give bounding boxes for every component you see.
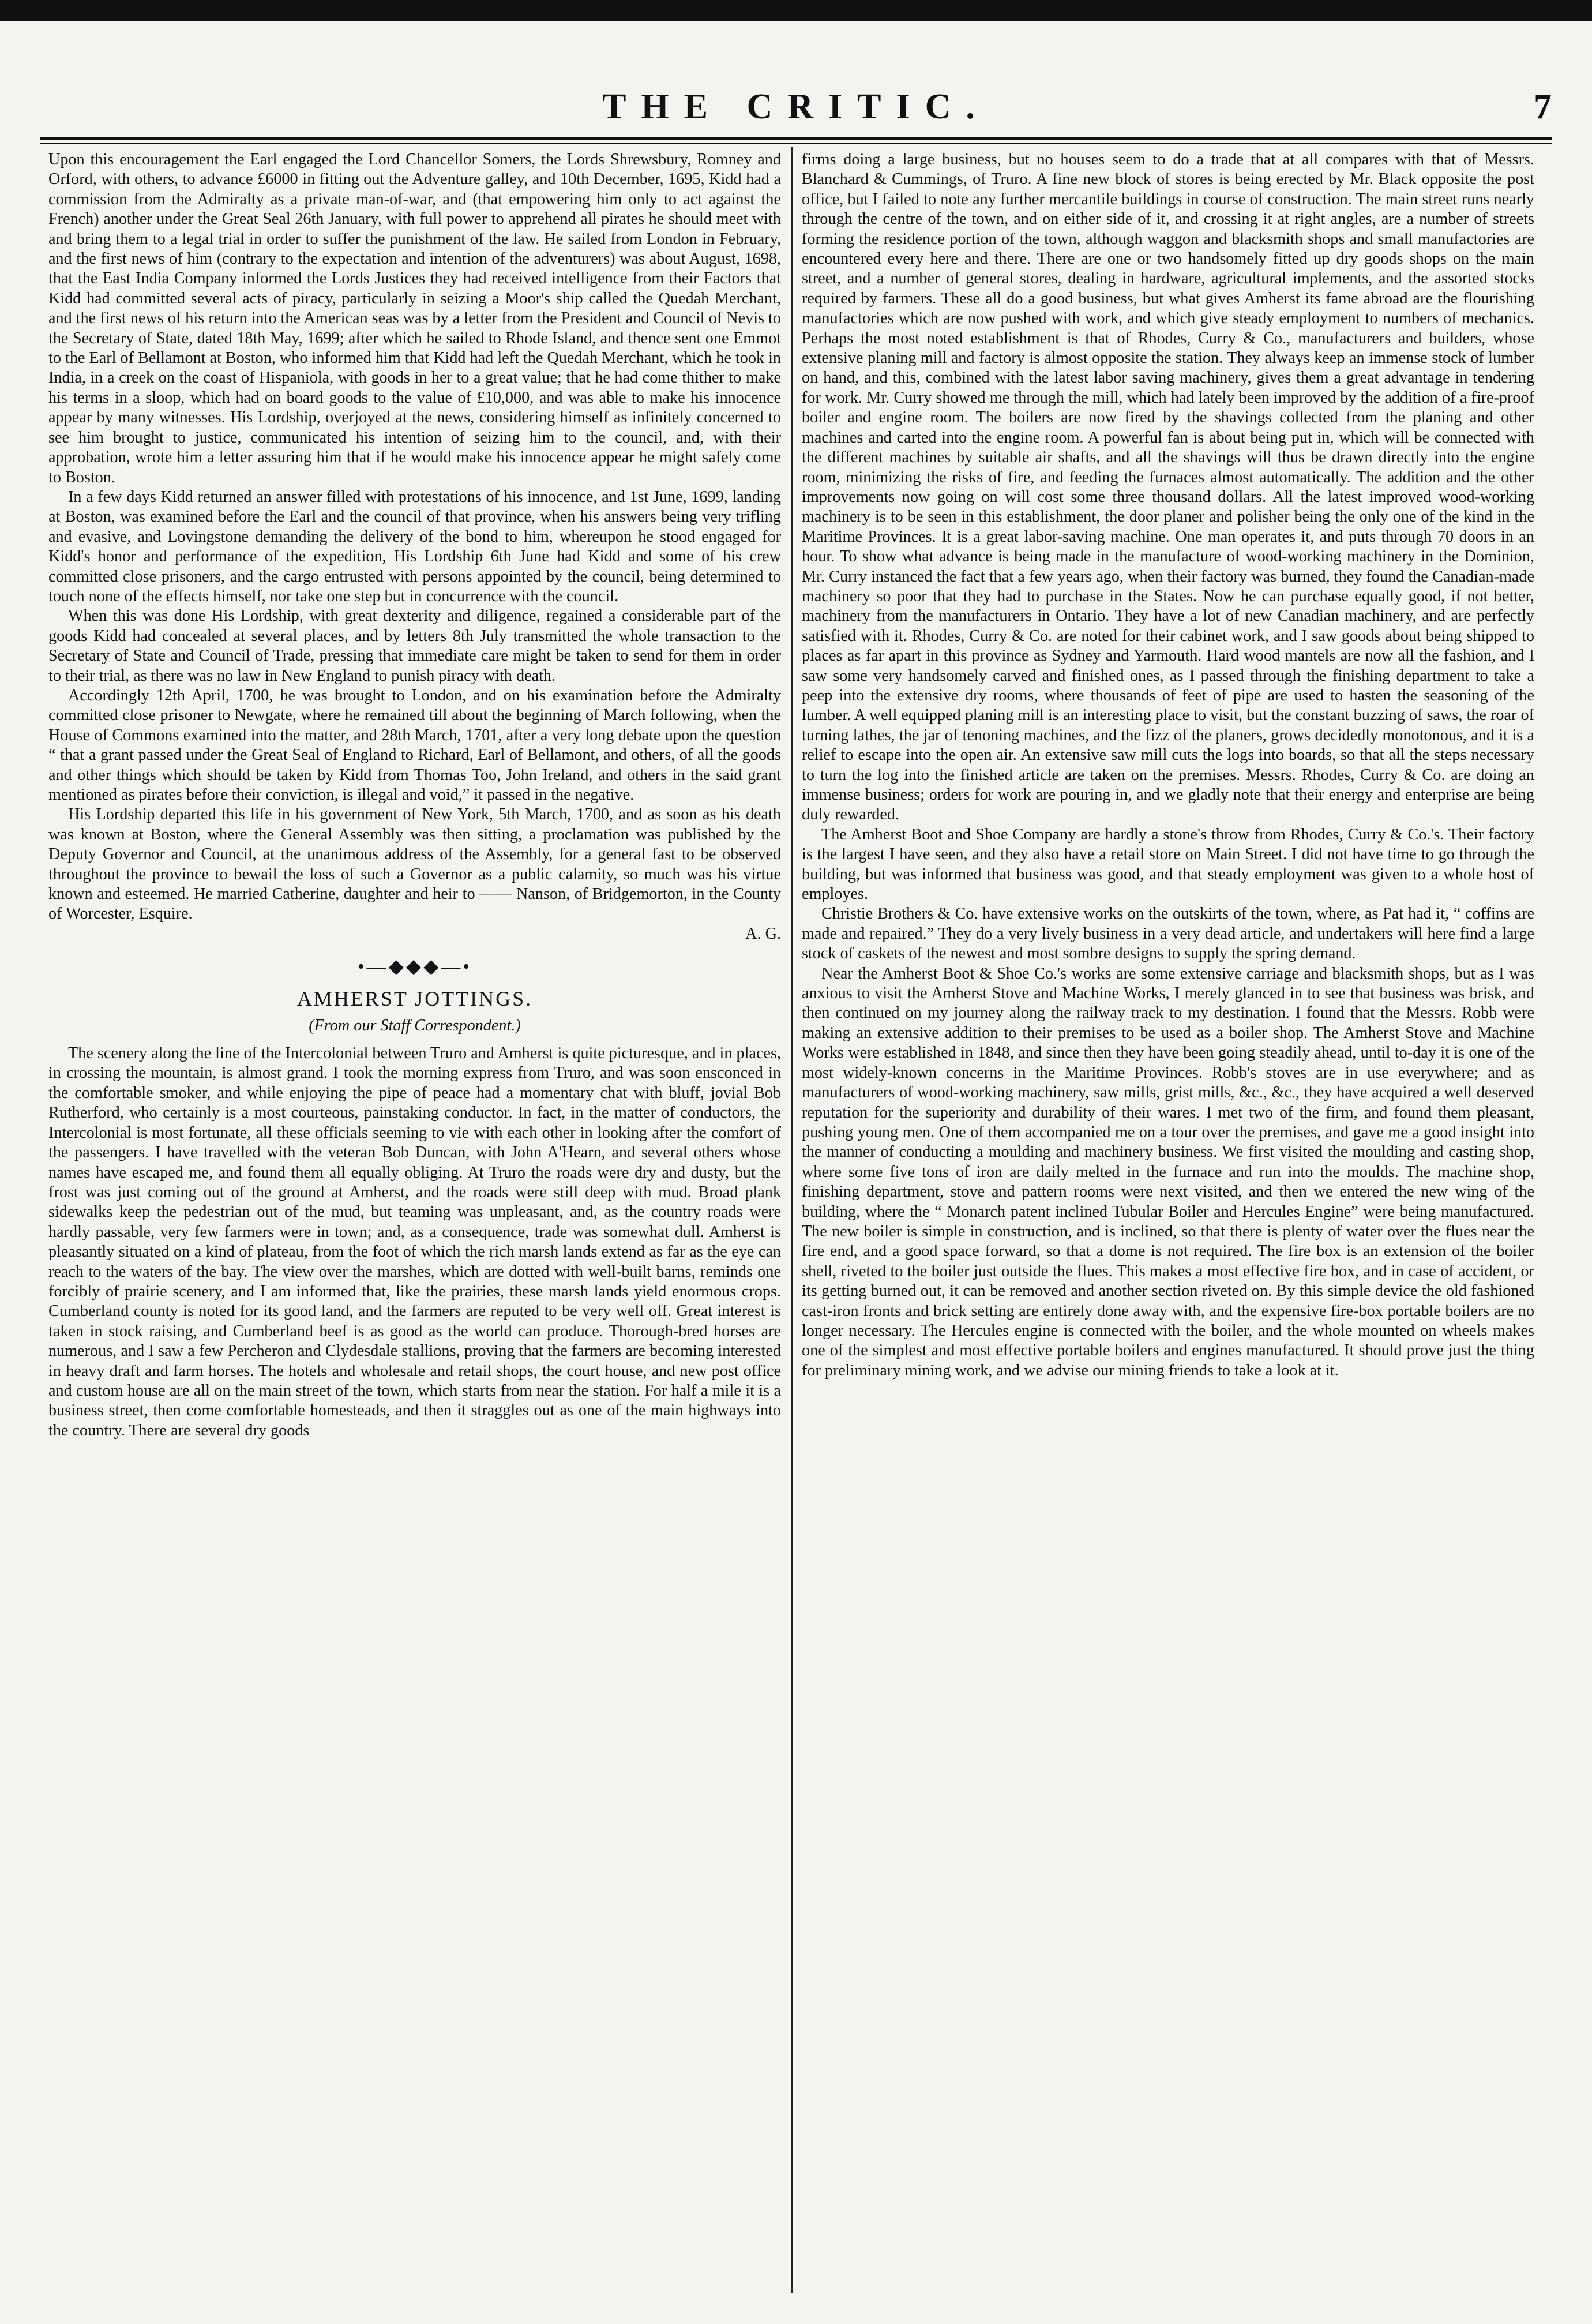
article-paragraph: His Lordship departed this life in his government of New York, 5th March, 1700, and as soon as his death was known at Boston, where the General Assembly was then sitting, a proclamation was published by the Deputy Governor and Council, at the unanimous address of the Assembly, for a general fast to be observed throughout the province to bewail the loss of such a Governor as a public calamity, so much was his virtue known and esteemed. He married Catherine, daughter and heir to —— Nanson, of Bridgemorton, in the County of Worcester, Esquire. [48,805,781,923]
publication-title: THE CRITIC. [602,87,990,126]
article-paragraph: In a few days Kidd returned an answer filled with protestations of his innocence, and 1st June, 1699, landing at Boston, was examined before the Earl and the council of that province, when his answers being very trifling and evasive, and Lovingstone demanding the delivery of the bond to him, whereupon he stood engaged for Kidd's honor and performance of the expedition, His Lordship 6th June had Kidd and some of his crew committed close prisoners, and the cargo entrusted with persons appointed by the council, being determined to touch none of the effects himself, nor take one step but in concurrence with the council. [48,488,781,605]
right-column [802,150,1534,1381]
column-divider [791,147,793,2293]
article-signature: A. G. [745,924,781,943]
article-paragraph: Accordingly 12th April, 1700, he was brought to London, and on his examination before the Admiralty committed close prisoner to Newgate, where he remained till about the beginning of March following, when the House of Commons examined into the matter, and 28th March, 1701, after a very long debate upon the question “ that a grant passed under the Great Seal of England to Richard, Earl of Bellamont, and others, of all the goods and other things which should be taken by Kidd from Thomas Too, John Ireland, and others in the said grant mentioned as pirates before their conviction, is illegal and void,” it passed in the negative. [48,686,781,804]
article-paragraph: The Amherst Boot and Shoe Company are hardly a stone's throw from Rhodes, Curry & Co.'s. Their factory is the largest I have seen, and they also have a retail store on Main Street. I did not have time to go through the building, but was informed that business was good, and that steady employment was given to a whole host of employes. [802,825,1534,904]
article-paragraph: firms doing a large business, but no houses seem to do a trade that at all compares with that of Messrs. Blanchard & Cummings, of Truro. A fine new block of stores is being erected by Mr. Black opposite the post office, but I failed to note any further mercantile buildings in course of construction. The main street runs nearly through the centre of the town, and on either side of it, and crossing it at right angles, are a number of streets forming the residence portion of the town, although waggon and blacksmith shops and small manufactories are encountered every here and there. There are one or two handsomely fitted up dry goods shops on the main street, and a number of general stores, dealing in hardware, agricultural implements, and the assorted stocks required by farmers. These all do a good business, but what gives Amherst its fame abroad are the flourishing manufactories which are now pushed with work, and which give steady employment to numbers of mechanics. Perhaps the most noted establishment is that of Rhodes, Curry & Co., manufacturers and builders, whose extensive planing mill and factory is almost opposite the station. They always keep an immense stock of lumber on hand, and this, combined with the latest labor saving machinery, gives them a great advantage in tendering for work. Mr. Curry showed me through the mill, which had lately been improved by the addition of a fire-proof boiler and engine room. The boilers are now fired by the shavings collected from the planing and other machines and carted into the engine room. A powerful fan is about being put in, which will be connected with the different machines by suitable air shafts, and all the shavings will thus be drawn directly into the engine room, minimizing the risks of fire, and feeding the furnaces almost automatically. The addition and the other improvements now going on will cost some three thousand dollars. All the latest improved wood-working machinery is to be seen in this establishment, the door planer and polisher being the only one of the kind in the Maritime Provinces. It is a great labor-saving machine. One man operates it, and puts through 70 doors in an hour. To show what advance is being made in the manufacture of wood-working machinery in the Dominion, Mr. Curry instanced the fact that a few years ago, when their factory was burned, they found the Canadian-made machinery so poor that they had to purchase in the States. Now he can purchase equally good, if not better, machinery from the manufacturers in Ontario. They have a lot of new Canadian machinery, and are perfectly satisfied with it. Rhodes, Curry & Co. are noted for their cabinet work, and I saw goods about being shipped to places as far apart in this province as Sydney and Yarmouth. Hard wood mantels are now all the fashion, and I saw some very handsomely carved and finished ones, as I passed through the finishing department to take a peep into the extensive dry rooms, where thousands of feet of pipe are used to hasten the seasoning of the lumber. A well equipped planing mill is an interesting place to visit, but the constant buzzing of saws, the roar of turning lathes, the jar of tenoning machines, and the fizz of the planers, grows decidedly monotonous, and it is a relief to escape into the open air. An extensive saw mill cuts the logs into boards, so that all the steps necessary to turn the log into the finished article are taken on the premises. Messrs. Rhodes, Curry & Co. are doing an immense business; orders for work are pouring in, and we gladly note that their energy and enterprise are being duly rewarded. [802,151,1534,824]
page-number: 7 [1534,87,1552,126]
section-ornament: •—◆◆◆—• [357,956,472,978]
article-paragraph: Upon this encouragement the Earl engaged the Lord Chancellor Somers, the Lords Shrewsbury, Romney and Orford, with others, to advance £6000 in fitting out the Adventure galley, and 10th December, 1695, Kidd had a commission from the Admiralty as a private man-of-war, and (that empowering him only to act against the French) another under the Great Seal 26th January, with full power to apprehend all pirates he should meet with and bring them to a legal trial in order to suffer the punishment of the law. He sailed from London in February, and the first news of him (contrary to the expectation and intention of the adventurers) was about August, 1698, that the East India Company informed the Lords Justices they had received intelligence from their Factors that Kidd had committed several acts of piracy, particularly in seizing a Moor's ship called the Quedah Merchant, and the first news of his return into the American seas was by a letter from the President and Council of Nevis to the Secretary of State, dated 18th May, 1699; after which he sailed to Rhode Island, and thence sent one Emmot to the Earl of Bellamont at Boston, who informed him that Kidd had left the Quedah Merchant, which he took in India, in a creek on the coast of Hispaniola, with goods in her to a great value; that he had come thither to make his terms in a sloop, which had on board goods to the value of £10,000, and was able to make his innocence appear by many witnesses. His Lordship, overjoyed at the news, considering himself as infinitely concerned to see him brought to justice, communicated his intention of seizing him to the council, and, with their approbation, wrote him a letter assuring him that if he would make his innocence appear he might safely come to Boston. [48,151,781,486]
article-paragraph: When this was done His Lordship, with great dexterity and diligence, regained a considerable part of the goods Kidd had concealed at several places, and by letters 8th July transmitted the whole transaction to the Secretary of State and Council of Trade, pressing that immediate care might be taken to send for them in order to their trial, as there was no law in New England to punish piracy with death. [48,607,781,685]
header-rule [40,137,1552,140]
article-paragraph: Near the Amherst Boot & Shoe Co.'s works are some extensive carriage and blacksmith shops, but as I was anxious to visit the Amherst Stove and Machine Works, I merely glanced in to see that business was brisk, and then continued on my journey along the railway track to my destination. I found that the Messrs. Robb were making an extensive addition to their premises to be used as a boiler shop. The Amherst Stove and Machine Works were established in 1848, and since then they have been going steadily ahead, until to-day it is one of the most widely-known concerns in the Maritime Provinces. Robb's stoves are in use everywhere; and as manufacturers of wood-working machinery, saw mills, grist mills, &c., &c., they have acquired a well deserved reputation for the superiority and durability of their wares. I met two of the firm, and found them pleasant, pushing young men. One of them accompanied me on a tour over the premises, and gave me a good insight into the manner of conducting a moulding and machinery business. We first visited the moulding and casting shop, where some five tons of iron are daily melted in the furnace and run into the moulds. The machine shop, finishing department, stove and pattern rooms were next visited, and then we entered the new wing of the building, where the “ Monarch patent inclined Tubular Boiler and Hercules Engine” were being manufactured. The new boiler is simple in construction, and is inclined, so that there is plenty of water over the flues near the fire end, and a good space forward, so that a dome is not required. The fire box is an extension of the boiler shell, riveted to the boiler just outside the flues. This makes a most effective fire box, and in case of accident, or its getting burned out, it can be removed and another section riveted on. By this simple device the old fashioned cast-iron fronts and brick setting are entirely done away with, and the expensive fire-box portable boilers are no longer necessary. The Hercules engine is connected with the boiler, and the whole mounted on wheels makes one of the simplest and most effective portable boilers and engines manufactured. It should prove just the thing for preliminary mining work, and we advise our mining friends to take a look at it. [802,964,1534,1380]
header-rule-thin [40,143,1552,144]
masthead [40,87,1552,133]
signature-line [48,924,781,944]
article-paragraph: Christie Brothers & Co. have extensive works on the outskirts of the town, where, as Pat had it, “ coffins are made and repaired.” They do a very lively business in a very dead article, and undertakers will here find a large stock of caskets of the newest and most sombre designs to supply the spring demand. [802,905,1534,963]
top-border-rule [0,0,1592,21]
article-paragraph: The scenery along the line of the Intercolonial between Truro and Amherst is quite picturesque, and in places, in crossing the mountain, is almost grand. I took the morning express from Truro, and was soon ensconced in the comfortable smoker, and while enjoying the pipe of peace had a momentary chat with bluff, jovial Bob Rutherford, who certainly is a most courteous, painstaking conductor. In fact, in the matter of conductors, the Intercolonial is most fortunate, all these officials seeming to vie with each other in looking after the comfort of the passengers. I have travelled with the veteran Bob Duncan, with John A'Hearn, and several others whose names have escaped me, and found them all equally obliging. At Truro the roads were dry and dusty, but the frost was just coming out of the ground at Amherst, and the roads were still deep with mud. Broad plank sidewalks keep the pedestrian out of the mud, but teaming was unpleasant, and, as the country roads were hardly passable, very few farmers were in town; and, as a consequence, trade was somewhat dull. Amherst is pleasantly situated on a kind of plateau, from the foot of which the rich marsh lands extend as far as the eye can reach to the waters of the bay. The view over the marshes, which are dotted with well-built barns, reminds one forcibly of prairie scenery, and I am informed that, like the prairies, these marsh lands yield enormous crops. Cumberland county is noted for its good land, and the farmers are reputed to be very well off. Great interest is taken in stock raising, and Cumberland beef is as good as the world can produce. Thorough-bred horses are numerous, and I saw a few Percheron and Clydesdale stallions, proving that the farmers are becoming interested in heavy draft and farm horses. The hotels and wholesale and retail shops, the court house, and new post office and custom house are all on the main street of the town, which starts from near the station. For half a mile it is a business street, then come comfortable homesteads, and then it straggles out as one of the main highways into the country. There are several dry goods [48,1044,781,1440]
left-column [48,150,781,1441]
section-subtitle: (From our Staff Correspondent.) [309,1016,521,1034]
section-title: AMHERST JOTTINGS. [296,987,533,1011]
